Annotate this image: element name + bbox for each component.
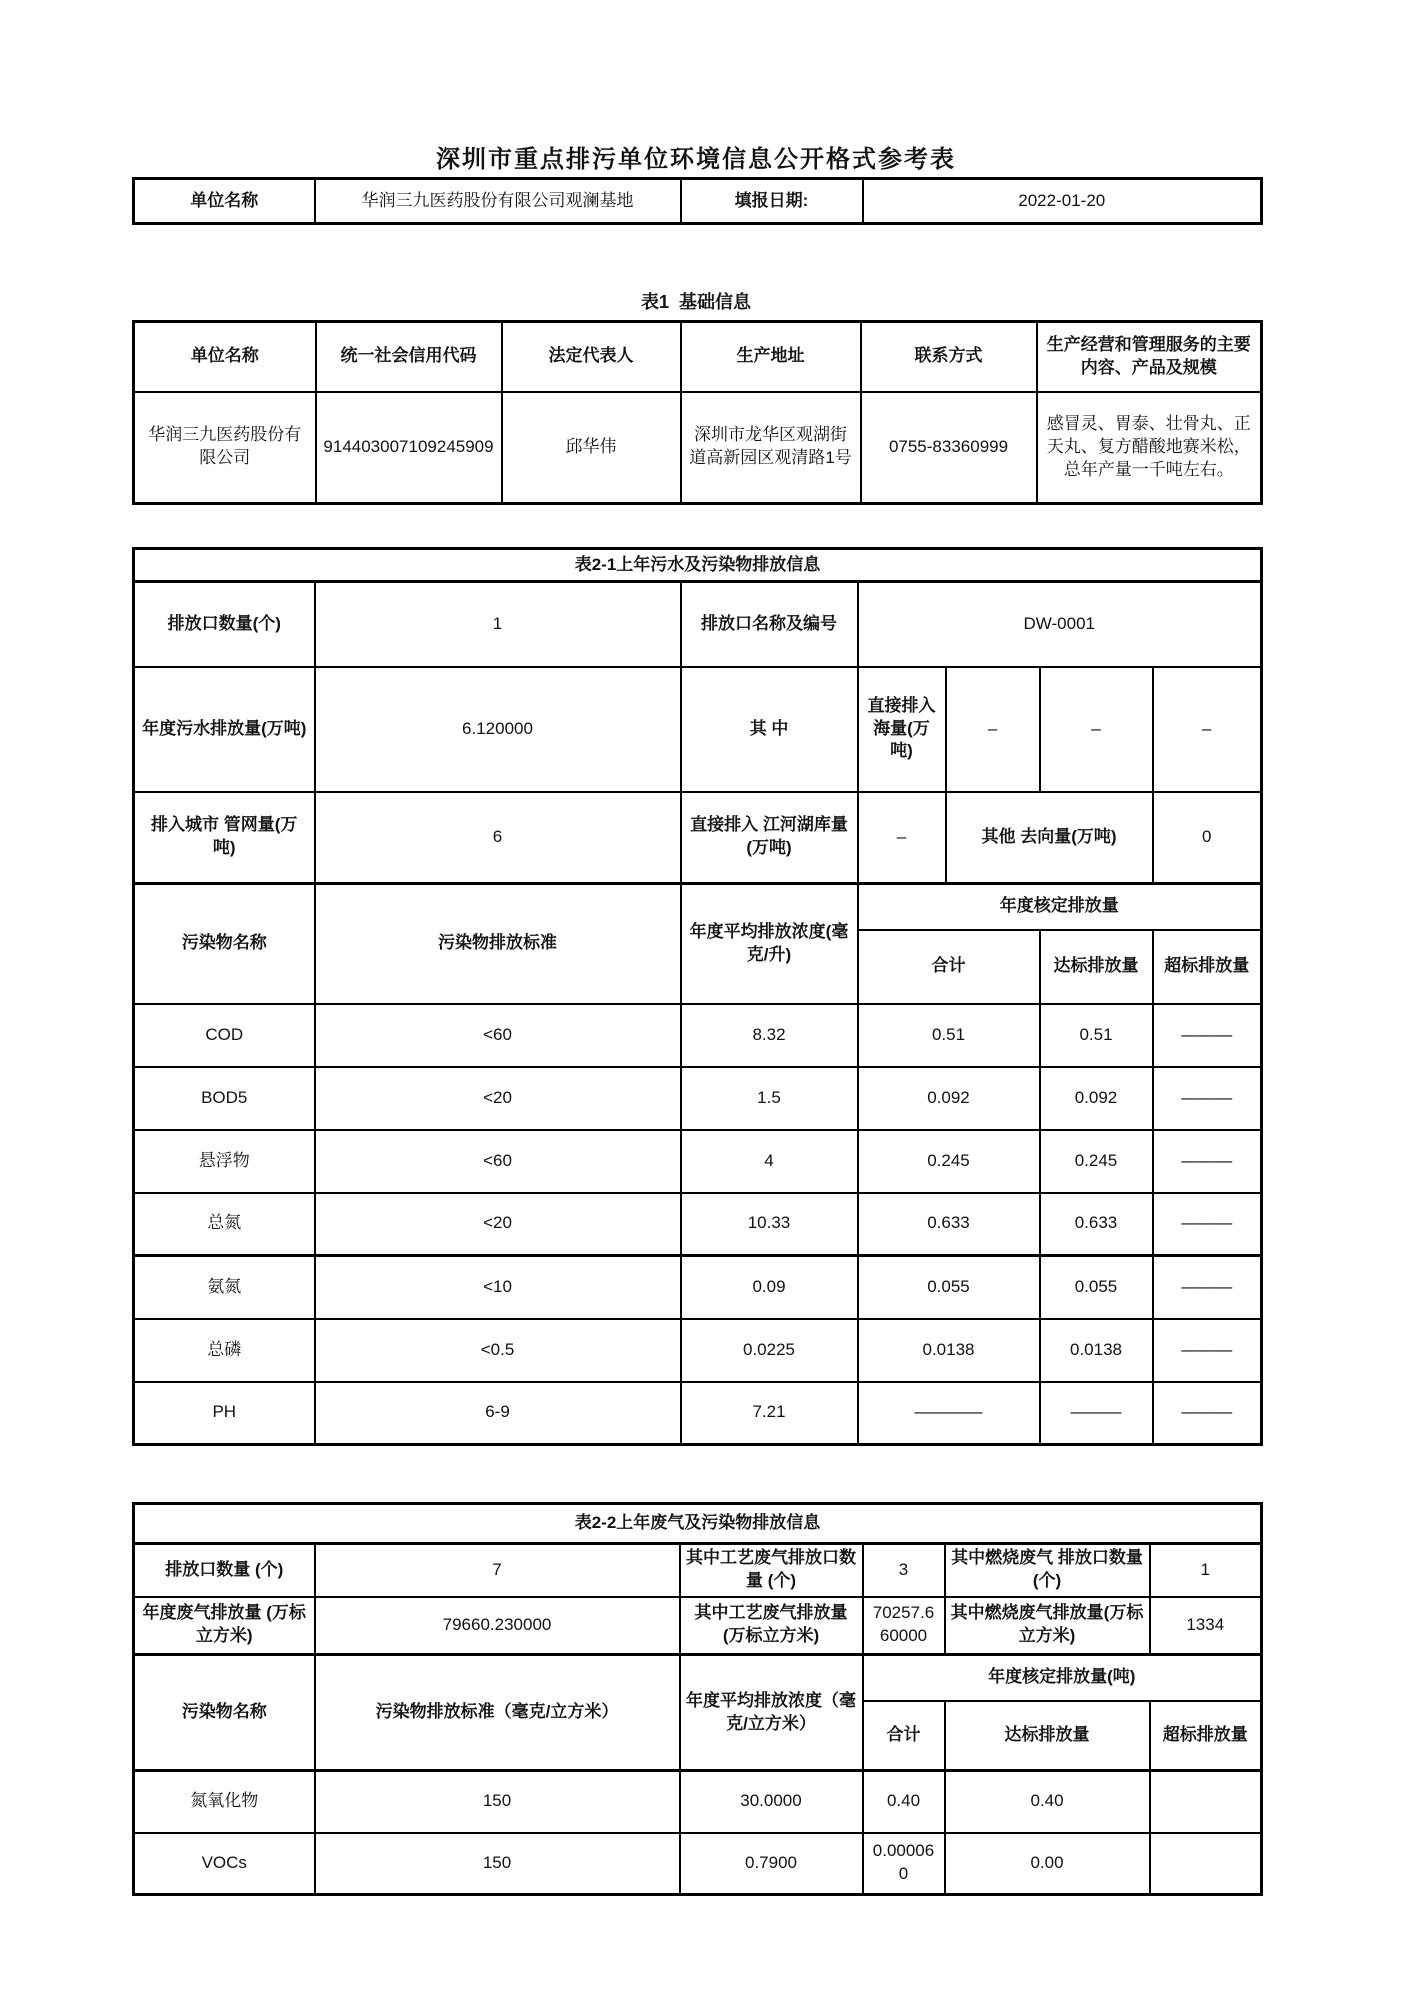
t22-header-concentration: 年度平均排放浓度（毫克/立方米） (680, 1655, 863, 1771)
t22-combustion-amount-value: 1334 (1150, 1597, 1262, 1655)
pollutant-compliant-cell: 0.40 (945, 1771, 1150, 1833)
t21-sea-discharge-value-1: – (946, 667, 1040, 792)
pollutant-concentration-cell: 8.32 (681, 1004, 858, 1067)
t21-title: 表2-1上年污水及污染物排放信息 (134, 549, 1262, 582)
t21-pipe-network-label: 排入城市 管网量(万吨) (134, 792, 315, 884)
t22-outlet-count-label: 排放口数量 (个) (134, 1544, 315, 1597)
pollutant-exceed-cell (1150, 1771, 1262, 1833)
t21-header-compliant: 达标排放量 (1040, 930, 1153, 1004)
pollutant-name-cell: 总磷 (134, 1319, 315, 1382)
pollutant-compliant-cell: ——— (1040, 1382, 1153, 1445)
unit-name-label: 单位名称 (134, 179, 315, 224)
t1-legal-rep: 邱华伟 (502, 392, 681, 504)
t22-annual-exhaust-label: 年度废气排放量 (万标立方米) (134, 1597, 315, 1655)
page-title: 深圳市重点排污单位环境信息公开格式参考表 (436, 146, 956, 173)
t22-combustion-outlet-label: 其中燃烧废气 排放口数量(个) (945, 1544, 1150, 1597)
t21-pipe-network-value: 6 (315, 792, 681, 884)
t22-header-compliant: 达标排放量 (945, 1701, 1150, 1771)
pollutant-concentration-cell: 4 (681, 1130, 858, 1193)
pollutant-exceed-cell: ——— (1153, 1004, 1262, 1067)
t21-annual-wastewater-value: 6.120000 (315, 667, 681, 792)
t22-row-vocs (134, 1833, 1262, 1895)
t22-annual-exhaust-value: 79660.230000 (315, 1597, 680, 1655)
t21-row-bod5 (134, 1067, 1262, 1130)
pollutant-concentration-cell: 10.33 (681, 1193, 858, 1256)
unit-name-value: 华润三九医药股份有限公司观澜基地 (315, 179, 681, 224)
t22-combustion-amount-label: 其中燃烧废气排放量(万标立方米) (945, 1597, 1150, 1655)
t21-other-destination-value: 0 (1153, 792, 1262, 884)
t21-sea-discharge-label: 直接排入海量(万吨) (858, 667, 946, 792)
t22-process-amount-value: 70257.660000 (863, 1597, 945, 1655)
pollutant-concentration-cell: 0.09 (681, 1256, 858, 1319)
t21-river-discharge-label: 直接排入 江河湖库量(万吨) (681, 792, 858, 884)
pollutant-standard-cell: <60 (315, 1130, 681, 1193)
t21-sea-discharge-value-3: – (1153, 667, 1262, 792)
t1-header-address: 生产地址 (681, 322, 861, 392)
t1-header-credit-code: 统一社会信用代码 (316, 322, 502, 392)
pollutant-standard-cell: <20 (315, 1193, 681, 1256)
t21-outlet-name-value: DW-0001 (858, 582, 1262, 667)
unit-header-table (132, 177, 1263, 225)
t1-address: 深圳市龙华区观湖街道高新园区观清路1号 (681, 392, 861, 504)
t22-process-amount-label: 其中工艺废气排放量 (万标立方米) (680, 1597, 863, 1655)
pollutant-exceed-cell: ——— (1153, 1067, 1262, 1130)
pollutant-total-cell: 0.40 (863, 1771, 945, 1833)
table1-caption: 表1 基础信息 (640, 292, 751, 312)
pollutant-name-cell: 氨氮 (134, 1256, 315, 1319)
pollutant-name-cell: PH (134, 1382, 315, 1445)
pollutant-concentration-cell: 30.0000 (680, 1771, 863, 1833)
pollutant-exceed-cell: ——— (1153, 1193, 1262, 1256)
pollutant-compliant-cell: 0.055 (1040, 1256, 1153, 1319)
t21-sea-discharge-value-2: – (1040, 667, 1153, 792)
t21-outlet-count-value: 1 (315, 582, 681, 667)
pollutant-standard-cell: 150 (315, 1833, 680, 1895)
pollutant-name-cell: BOD5 (134, 1067, 315, 1130)
t21-outlet-count-label: 排放口数量(个) (134, 582, 315, 667)
t22-title: 表2-2上年废气及污染物排放信息 (134, 1504, 1262, 1544)
t21-row-suspended-solids (134, 1130, 1262, 1193)
pollutant-total-cell: 0.0138 (858, 1319, 1040, 1382)
pollutant-total-cell: 0.51 (858, 1004, 1040, 1067)
pollutant-concentration-cell: 0.7900 (680, 1833, 863, 1895)
t1-header-business-scope: 生产经营和管理服务的主要内容、产品及规模 (1037, 322, 1262, 392)
t22-header-total: 合计 (863, 1701, 945, 1771)
t22-process-outlet-label: 其中工艺废气排放口数量 (个) (680, 1544, 863, 1597)
basic-info-table (132, 320, 1263, 505)
t22-combustion-outlet-value: 1 (1150, 1544, 1262, 1597)
t21-row-ammonia-nitrogen (134, 1256, 1262, 1319)
pollutant-total-cell: 0.245 (858, 1130, 1040, 1193)
t21-row-total-nitrogen (134, 1193, 1262, 1256)
t22-header-exceed: 超标排放量 (1150, 1701, 1262, 1771)
pollutant-exceed-cell (1150, 1833, 1262, 1895)
t21-header-standard: 污染物排放标准 (315, 884, 681, 1004)
pollutant-name-cell: 总氮 (134, 1193, 315, 1256)
pollutant-total-cell: 0.000060 (863, 1833, 945, 1895)
t1-header-legal-rep: 法定代表人 (502, 322, 681, 392)
wastewater-table (132, 547, 1263, 1446)
pollutant-standard-cell: <10 (315, 1256, 681, 1319)
t1-credit-code: 914403007109245909 (316, 392, 502, 504)
pollutant-compliant-cell: 0.00 (945, 1833, 1150, 1895)
pollutant-exceed-cell: ——— (1153, 1130, 1262, 1193)
pollutant-total-cell: 0.633 (858, 1193, 1040, 1256)
t1-header-unit-name: 单位名称 (134, 322, 316, 392)
pollutant-name-cell: 氮氧化物 (134, 1771, 315, 1833)
pollutant-total-cell: 0.055 (858, 1256, 1040, 1319)
pollutant-concentration-cell: 0.0225 (681, 1319, 858, 1382)
t21-row-ph (134, 1382, 1262, 1445)
pollutant-standard-cell: 6-9 (315, 1382, 681, 1445)
pollutant-standard-cell: <0.5 (315, 1319, 681, 1382)
t21-header-exceed: 超标排放量 (1153, 930, 1262, 1004)
pollutant-compliant-cell: 0.51 (1040, 1004, 1153, 1067)
exhaust-gas-table (132, 1502, 1263, 1896)
t21-header-pollutant-name: 污染物名称 (134, 884, 315, 1004)
pollutant-concentration-cell: 1.5 (681, 1067, 858, 1130)
pollutant-compliant-cell: 0.092 (1040, 1067, 1153, 1130)
pollutant-total-cell: 0.092 (858, 1067, 1040, 1130)
pollutant-standard-cell: <20 (315, 1067, 681, 1130)
t21-among-label: 其 中 (681, 667, 858, 792)
t22-outlet-count-value: 7 (315, 1544, 680, 1597)
pollutant-compliant-cell: 0.633 (1040, 1193, 1153, 1256)
t1-header-contact: 联系方式 (861, 322, 1037, 392)
pollutant-standard-cell: <60 (315, 1004, 681, 1067)
pollutant-compliant-cell: 0.0138 (1040, 1319, 1153, 1382)
t21-row-cod (134, 1004, 1262, 1067)
t1-unit-name: 华润三九医药股份有限公司 (134, 392, 316, 504)
t22-row-nox (134, 1771, 1262, 1833)
t21-outlet-name-label: 排放口名称及编号 (681, 582, 858, 667)
report-date-label: 填报日期: (681, 179, 863, 224)
t21-row-total-phosphorus (134, 1319, 1262, 1382)
t22-process-outlet-value: 3 (863, 1544, 945, 1597)
pollutant-name-cell: VOCs (134, 1833, 315, 1895)
pollutant-standard-cell: 150 (315, 1771, 680, 1833)
t21-header-verified-amount: 年度核定排放量 (858, 884, 1262, 930)
pollutant-compliant-cell: 0.245 (1040, 1130, 1153, 1193)
pollutant-name-cell: 悬浮物 (134, 1130, 315, 1193)
pollutant-name-cell: COD (134, 1004, 315, 1067)
pollutant-total-cell: ———— (858, 1382, 1040, 1445)
t1-business-scope: 感冒灵、胃泰、壮骨丸、正天丸、复方醋酸地赛米松，总年产量一千吨左右。 (1037, 392, 1262, 504)
t22-header-verified-amount: 年度核定排放量(吨) (863, 1655, 1262, 1701)
t21-header-total: 合计 (858, 930, 1040, 1004)
t21-river-discharge-value: – (858, 792, 946, 884)
t22-header-standard: 污染物排放标准（毫克/立方米） (315, 1655, 680, 1771)
t21-header-concentration: 年度平均排放浓度(毫克/升) (681, 884, 858, 1004)
t22-header-pollutant-name: 污染物名称 (134, 1655, 315, 1771)
report-date-value: 2022-01-20 (863, 179, 1262, 224)
pollutant-exceed-cell: ——— (1153, 1382, 1262, 1445)
t1-contact-phone: 0755-83360999 (861, 392, 1037, 504)
pollutant-concentration-cell: 7.21 (681, 1382, 858, 1445)
t21-annual-wastewater-label: 年度污水排放量(万吨) (134, 667, 315, 792)
t21-other-destination-label: 其他 去向量(万吨) (946, 792, 1153, 884)
pollutant-exceed-cell: ——— (1153, 1319, 1262, 1382)
pollutant-exceed-cell: ——— (1153, 1256, 1262, 1319)
